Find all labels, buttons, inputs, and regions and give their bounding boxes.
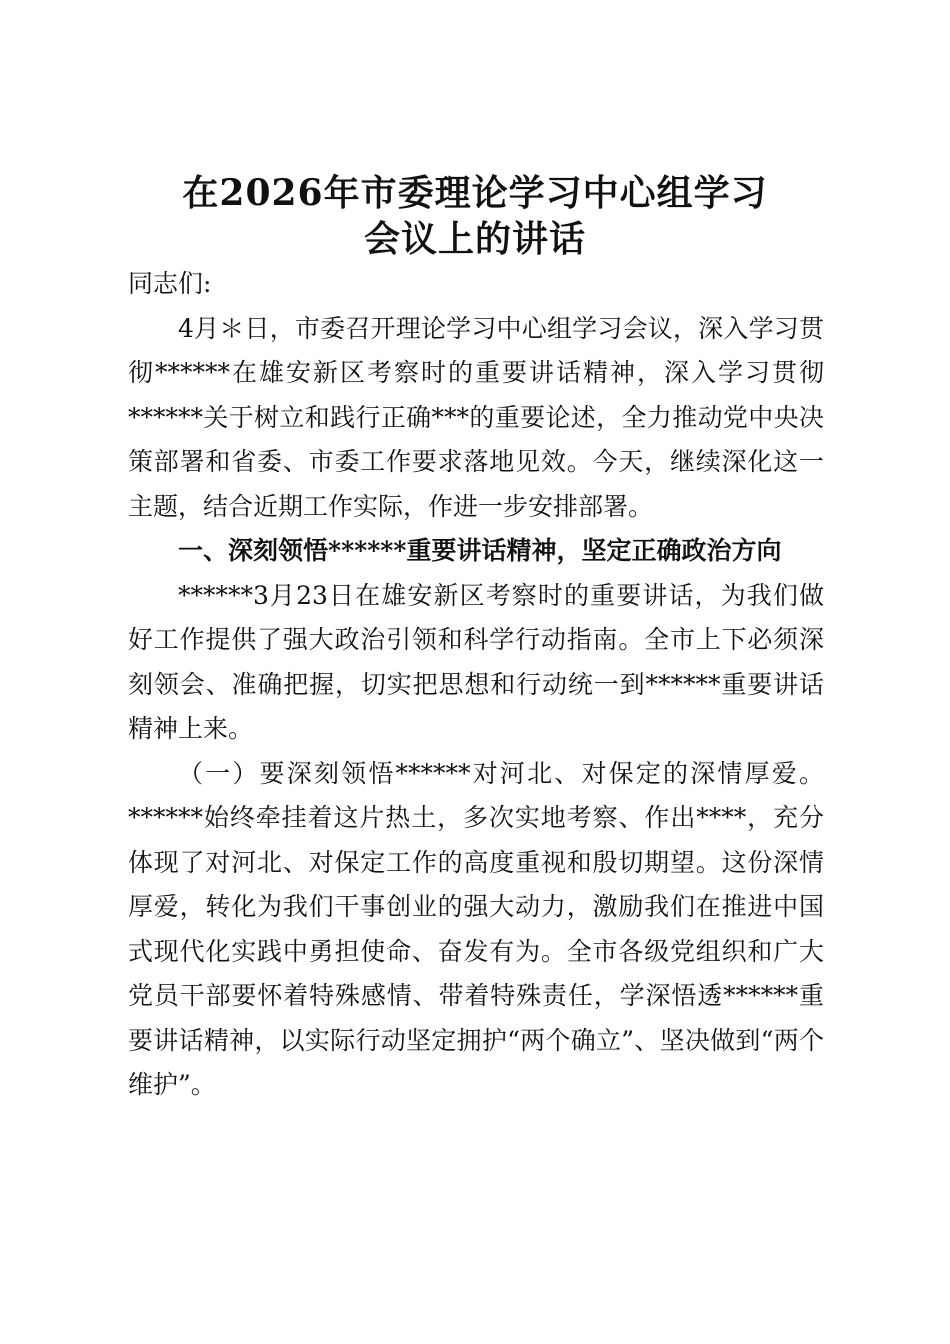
document-title-line-2: 会议上的讲话 [363, 218, 586, 260]
document-body [128, 262, 824, 1108]
subsection-1-body: ******始终牵挂着这片热土，多次实地考察、作出****，充分体现了对河北、对保定工作的高度重视和殷切期望。这份深情厚爱，转化为我们干事创业的强大动力，激励我们在推进中国式现代化实践中勇担使命、奋发有为。全市各级党组织和广大党员干部要怀着特殊感情、带着特殊责任，学深悟透******重要讲话精神，以实际行动坚定拥护“两个确立”、坚决做到“两个维护”。 [128, 803, 824, 1099]
subsection-1-title: （一）要深刻领悟******对河北、对保定的深情厚爱。 [178, 758, 824, 788]
intro-paragraph: 4月＊日，市委召开理论学习中心组学习会议，深入学习贯彻******在雄安新区考察时的重要讲话精神，深入学习贯彻******关于树立和践行正确***的重要论述，全力推动党中央决策部署和省委、市委工作要求落地见效。今天，继续深化这一主题，结合近期工作实际，作进一步安排部署。 [128, 313, 824, 521]
section-1-paragraph: ******3月23日在雄安新区考察时的重要讲话，为我们做好工作提供了强大政治引领和科学行动指南。全市上下必须深刻领会、准确把握，切实把思想和行动统一到******重要讲话精神上来。 [128, 580, 824, 743]
salutation: 同志们: [128, 269, 212, 298]
document-title-line-1: 在2026年市委理论学习中心组学习 [182, 172, 768, 214]
subsection-1-paragraph [128, 752, 824, 1108]
section-heading-1: 一、深刻领悟******重要讲话精神，坚定正确政治方向 [178, 536, 782, 565]
